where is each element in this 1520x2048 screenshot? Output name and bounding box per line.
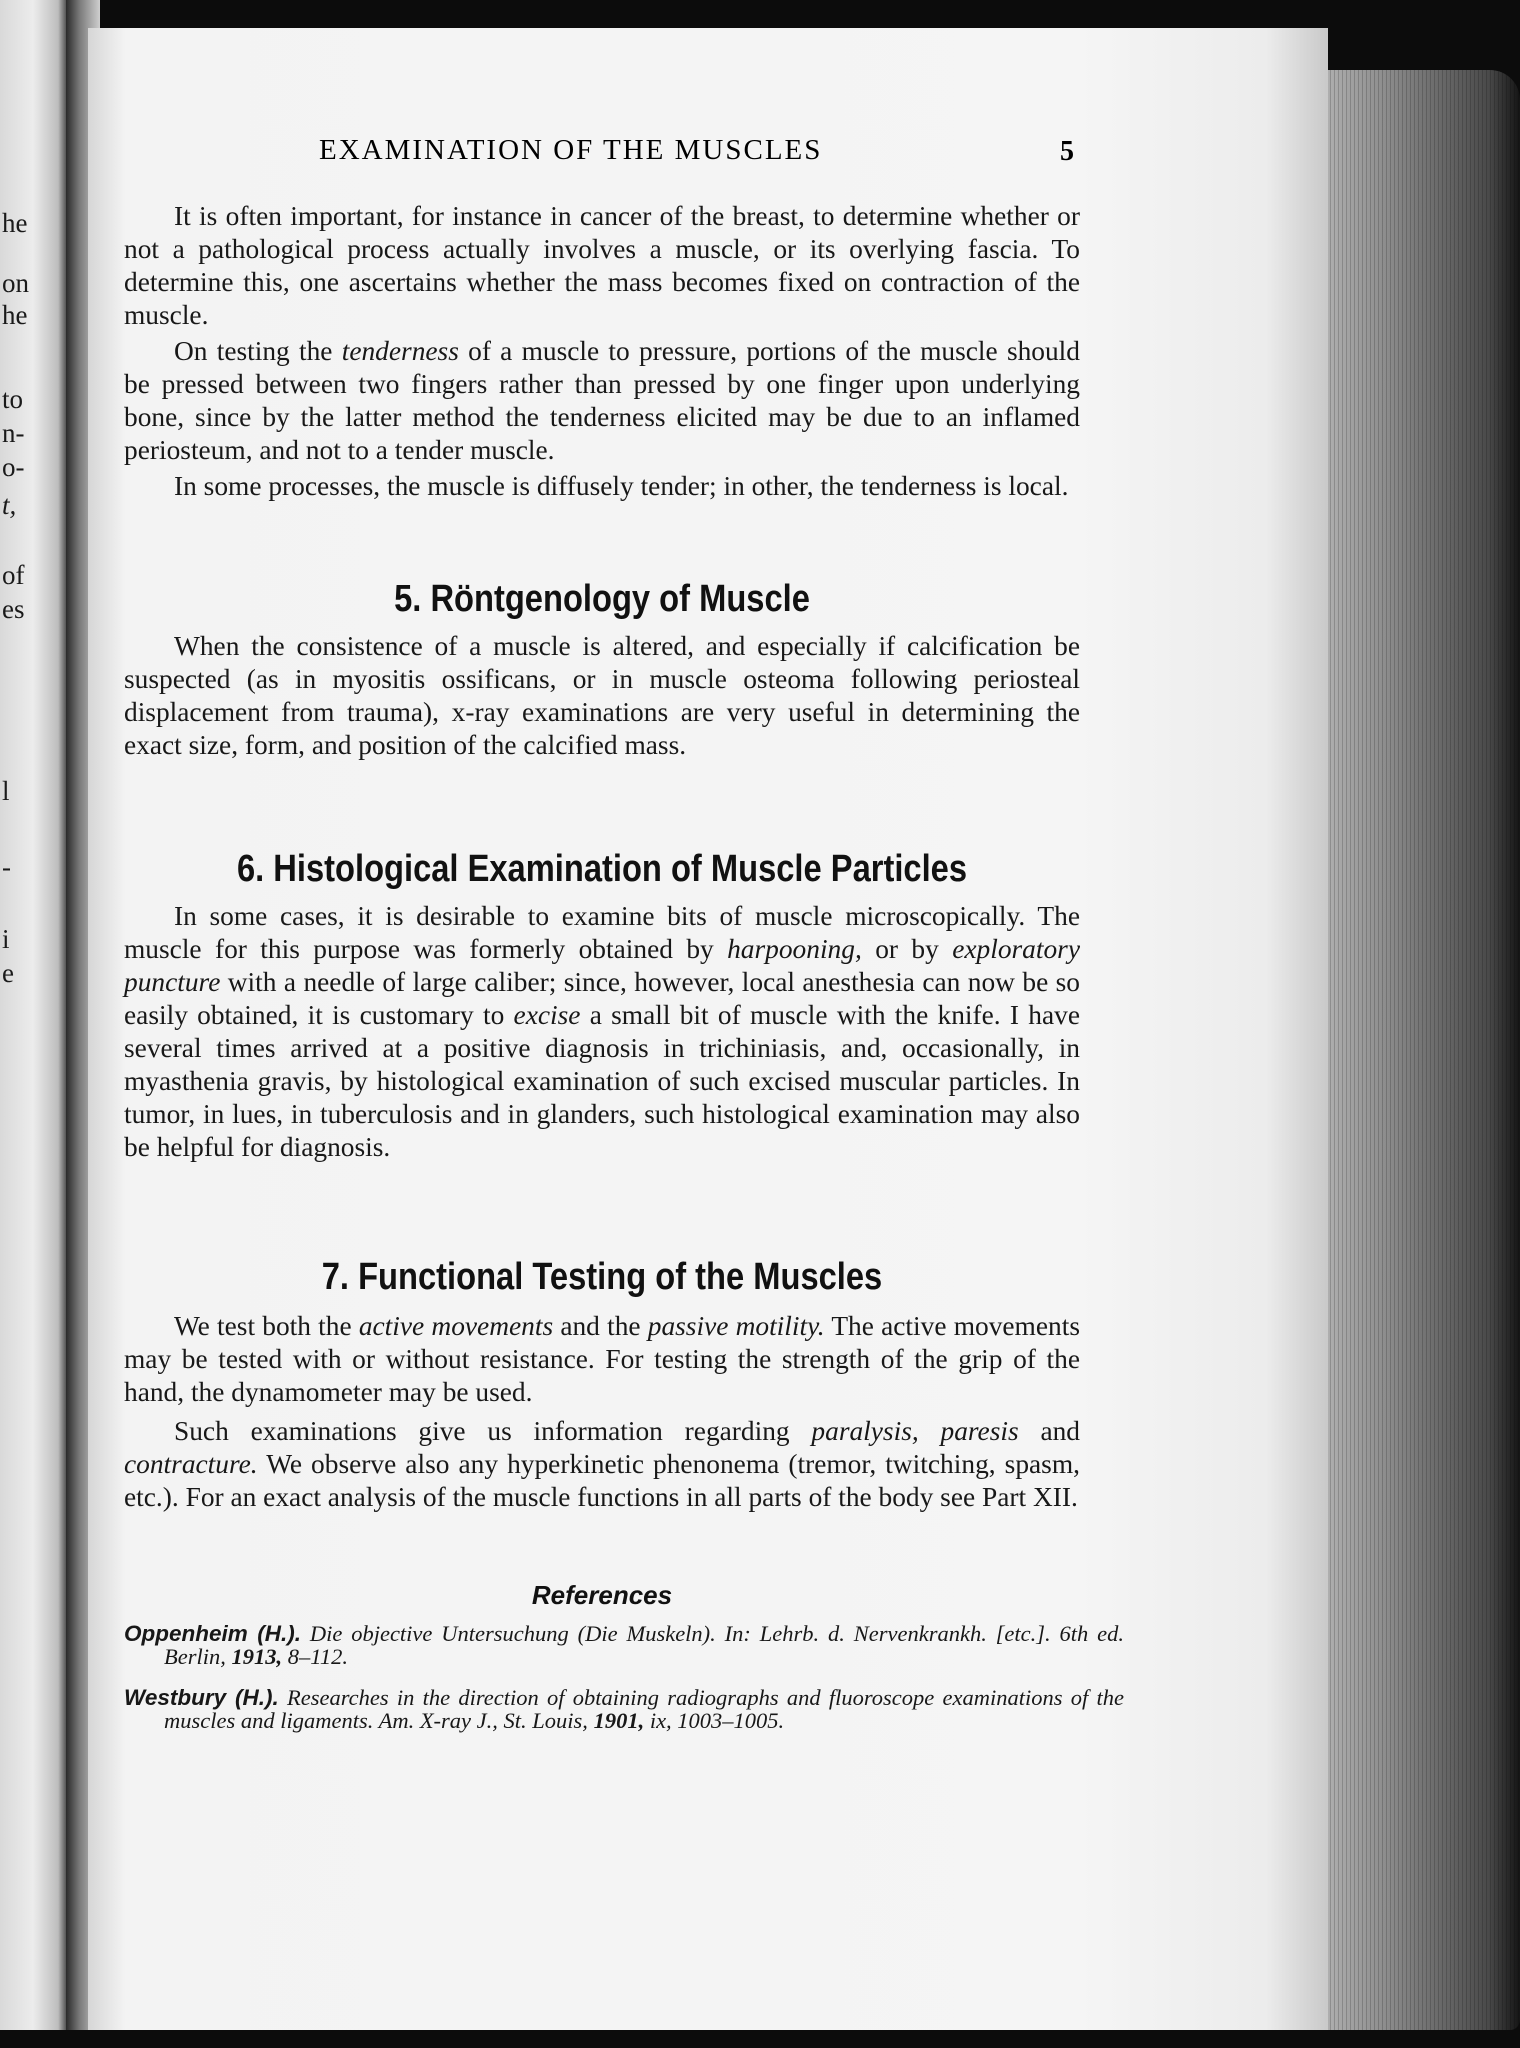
intro-paragraph-2 bbox=[124, 335, 1080, 467]
text-run: with a needle of large caliber; since, however, local anesthesia can now be so easily obtained, it is customary to bbox=[124, 967, 1080, 1030]
prev-page-fragment: i bbox=[2, 924, 10, 954]
reference-year: 1901, bbox=[593, 1708, 645, 1733]
reference-year: 1913, bbox=[231, 1644, 283, 1669]
running-head bbox=[124, 134, 1074, 174]
page-number: 5 bbox=[1060, 136, 1074, 167]
prev-page-fragment: e bbox=[2, 958, 14, 988]
text-run: We test both the bbox=[174, 1311, 359, 1341]
prev-page-fragment: to bbox=[2, 384, 24, 414]
emphasis: active movements bbox=[358, 1311, 554, 1341]
text-run: 8–112. bbox=[282, 1644, 348, 1669]
text-run: We observe also any hyperkinetic phenonema (tremor, twitching, spasm, etc.). For an exact analysis of the muscle functions in all parts of the body see Part XII. bbox=[124, 1449, 1080, 1512]
bottom-shadow bbox=[0, 2030, 1520, 2048]
reference-author: Oppenheim (H.). bbox=[124, 1621, 301, 1646]
section-7-paragraph-1 bbox=[124, 1310, 1080, 1409]
prev-page-fragment: t, bbox=[2, 490, 17, 520]
text-run: Such examinations give us information regarding bbox=[174, 1416, 812, 1446]
prev-page-fragment: of bbox=[2, 560, 25, 590]
text-run: Die objective Untersuchung (Die Muskeln). In: Lehrb. d. Nervenkrankh. [etc.]. 6th ed. Berlin, bbox=[164, 1621, 1125, 1669]
text-run: In some cases, it is desirable to examine bits of muscle microscopically. The muscle for this purpose was formerly obtained by bbox=[124, 901, 1080, 964]
reference-author: Westbury (H.). bbox=[124, 1685, 279, 1710]
text-run: ix, 1003–1005. bbox=[644, 1708, 785, 1733]
emphasis: harpooning, bbox=[727, 934, 862, 964]
prev-page-fragment: he bbox=[2, 208, 28, 238]
emphasis: passive motility. bbox=[647, 1311, 825, 1341]
prev-page-fragment: l bbox=[2, 776, 10, 806]
emphasis: exploratory puncture bbox=[124, 934, 1080, 997]
running-head-title: EXAMINATION OF THE MUSCLES bbox=[319, 134, 823, 166]
prev-page-fragment: n- bbox=[2, 418, 25, 448]
prev-page-fragment: he bbox=[2, 300, 28, 330]
prev-page-fragment: on bbox=[2, 268, 29, 298]
text-run: or by bbox=[861, 934, 953, 964]
prev-page-fragment: o- bbox=[2, 452, 25, 482]
prev-page-fragment: es bbox=[2, 594, 25, 624]
text-run: Researches in the direction of obtaining radiographs and fluoroscope examinations of the muscles and ligaments. Am. X-ray J., St. Louis, bbox=[164, 1685, 1124, 1733]
section-heading-7: 7. Functional Testing of the Muscles bbox=[321, 1256, 883, 1298]
intro-paragraph-1: It is often important, for instance in cancer of the breast, to determine whether or not a pathological process actually involves a muscle, or its overlying fascia. To determine this, one ascertains whether the mass becomes fixed on contraction of the muscle. bbox=[124, 201, 1080, 330]
text-run: of a muscle to pressure, portions of the muscle should be pressed between two fingers rather than pressed by one finger upon underlying bone, since by the latter method the tenderness elicited may be due to an inflamed periosteum, and not to a tender muscle. bbox=[124, 336, 1080, 465]
reference-item bbox=[124, 1622, 1124, 1668]
emphasis: excise bbox=[513, 1000, 581, 1030]
reference-item bbox=[124, 1686, 1124, 1732]
section-7-paragraph-2 bbox=[124, 1415, 1080, 1514]
text-run: a small bit of muscle with the knife. I have several times arrived at a positive diagnosis in trichiniasis, and, occasionally, in myasthenia gravis, by histological examination of such excised muscular particles. In tumor, in lues, in tuberculosis and in glanders, such histological examination may also be helpful for diagnosis. bbox=[124, 1000, 1081, 1162]
section-heading-5: 5. Röntgenology of Muscle bbox=[394, 578, 810, 620]
text-run: The active movements may be tested with or without resistance. For testing the strength of the grip of the hand, the dynamometer may be used. bbox=[124, 1311, 1080, 1407]
section-5-paragraph: When the consistence of a muscle is altered, and especially if calcification be suspected (as in myositis ossificans, or in muscle osteoma following periosteal displacement from trauma), x-ray examinations are very useful in determining the exact size, form, and position of the calcified mass. bbox=[124, 631, 1080, 760]
section-6-paragraph bbox=[124, 900, 1080, 1164]
emphasis: tenderness bbox=[341, 336, 459, 366]
book-page-edges bbox=[1310, 70, 1520, 2030]
text-run: and bbox=[1018, 1416, 1080, 1446]
text-run: On testing the bbox=[174, 336, 342, 366]
intro-paragraph-3: In some processes, the muscle is diffusely tender; in other, the tenderness is local. bbox=[174, 471, 1069, 501]
text-run: and the bbox=[553, 1311, 648, 1341]
references-title: References bbox=[531, 1580, 673, 1610]
emphasis: contracture. bbox=[124, 1449, 258, 1479]
section-heading-6: 6. Histological Examination of Muscle Particles bbox=[236, 848, 968, 890]
previous-page-edge bbox=[0, 0, 66, 2048]
prev-page-fragment: - bbox=[2, 852, 11, 882]
emphasis: paralysis, paresis bbox=[811, 1416, 1019, 1446]
